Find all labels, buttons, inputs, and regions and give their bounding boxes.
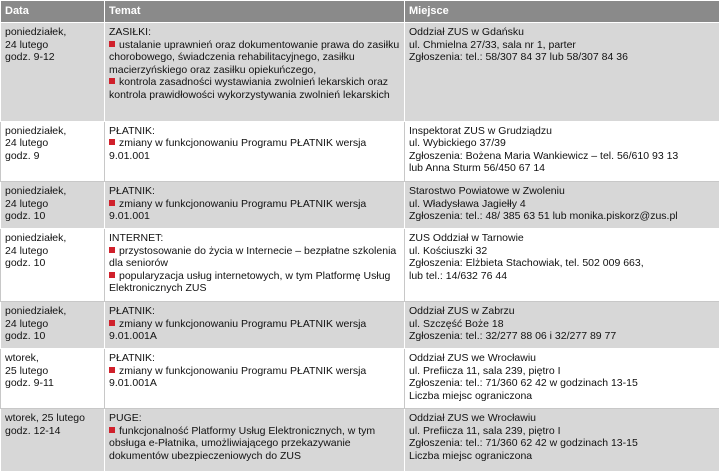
topic-bullet-line <box>109 365 400 378</box>
place-cell <box>405 121 719 181</box>
date-line: 24 lutego <box>5 197 49 210</box>
place-line: Zgłoszenia: Elżbieta Stachowiak, tel. 502 009 663, <box>409 257 644 270</box>
topic-cell <box>105 349 405 409</box>
topic-line <box>109 437 400 450</box>
date-line: godz. 10 <box>5 210 46 223</box>
header-topic: Temat <box>105 1 405 23</box>
date-line: wtorek, <box>5 352 39 365</box>
red-square-bullet-icon <box>109 200 115 206</box>
topic-cell <box>105 302 405 349</box>
topic-bullet-line <box>109 39 400 52</box>
topic-text: 9.01.001 <box>109 210 150 223</box>
place-cell <box>405 182 719 229</box>
topic-line <box>109 185 400 198</box>
topic-line <box>109 64 400 77</box>
date-cell <box>1 349 105 409</box>
topic-bullet-line <box>109 76 400 89</box>
place-line: ul. Władysława Jagiełły 4 <box>409 197 526 210</box>
date-cell <box>1 121 105 181</box>
date-cell <box>1 409 105 472</box>
topic-text: macierzyńskiego oraz zasiłku opiekuńczego, <box>109 63 317 76</box>
topic-text: zmiany w funkcjonowaniu Programu PŁATNIK wersja <box>119 317 367 330</box>
date-line: wtorek, 25 lutego <box>5 412 85 425</box>
red-square-bullet-icon <box>109 139 115 145</box>
table-header-row <box>1 1 719 23</box>
topic-line <box>109 282 400 295</box>
date-line: 25 lutego <box>5 364 49 377</box>
topic-cell <box>105 229 405 302</box>
topic-text: PŁATNIK: <box>109 124 155 137</box>
table-row <box>1 302 719 349</box>
place-line: Oddział ZUS we Wrocławiu <box>409 352 537 365</box>
date-line: 24 lutego <box>5 38 49 51</box>
red-square-bullet-icon <box>109 41 115 47</box>
place-line: Inspektorat ZUS w Grudziądzu <box>409 124 552 137</box>
topic-bullet-line <box>109 425 400 438</box>
table-row <box>1 182 719 229</box>
topic-line <box>109 125 400 138</box>
place-cell <box>405 23 719 122</box>
place-line: lub Anna Sturm 56/450 67 14 <box>409 162 546 175</box>
date-line: poniedziałek, <box>5 124 67 137</box>
date-line: godz. 12-14 <box>5 424 61 437</box>
place-line: Zgłoszenia: tel.: 71/360 62 42 w godzinach 13-15 <box>409 377 638 390</box>
topic-text: funkcjonalność Platformy Usług Elektronicznych, w tym <box>119 424 376 437</box>
place-line: Zgłoszenia: tel.: 58/307 84 37 lub 58/307 84 36 <box>409 51 628 63</box>
place-line: Oddział ZUS we Wrocławiu <box>409 412 537 425</box>
topic-text: kontrola zasadności wystawiania zwolnień lekarskich oraz <box>119 76 389 88</box>
date-line: 24 lutego <box>5 244 49 257</box>
date-line: poniedziałek, <box>5 232 67 245</box>
topic-line <box>109 26 400 39</box>
red-square-bullet-icon <box>109 320 115 326</box>
place-line: Oddział ZUS w Zabrzu <box>409 305 515 318</box>
date-line: godz. 10 <box>5 330 46 343</box>
table-row <box>1 121 719 181</box>
red-square-bullet-icon <box>109 367 115 373</box>
place-line: ul. Prefiicza 11, sala 239, piętro I <box>409 364 561 377</box>
topic-line <box>109 352 400 365</box>
date-cell <box>1 182 105 229</box>
date-line: poniedziałek, <box>5 305 67 318</box>
topic-text: zmiany w funkcjonowaniu Programu PŁATNIK wersja <box>119 197 367 210</box>
date-line: poniedziałek, <box>5 185 67 198</box>
topic-cell <box>105 409 405 472</box>
place-line: ul. Chmielna 27/33, sala nr 1, parter <box>409 38 576 51</box>
date-line: godz. 9-12 <box>5 51 55 63</box>
date-line: 24 lutego <box>5 137 49 150</box>
red-square-bullet-icon <box>109 247 115 253</box>
table-row <box>1 229 719 302</box>
place-line: ZUS Oddział w Tarnowie <box>409 232 524 245</box>
topic-text: ustalanie uprawnień oraz dokumentowanie prawa do zasiłku <box>119 38 400 51</box>
date-cell <box>1 229 105 302</box>
topic-line <box>109 305 400 318</box>
place-line: Zgłoszenia: tel.: 32/277 88 06 i 32/277 89 77 <box>409 330 617 343</box>
topic-text: dokumentów ubezpieczeniowych do ZUS <box>109 449 302 462</box>
topic-cell <box>105 23 405 122</box>
red-square-bullet-icon <box>109 272 115 278</box>
date-line: godz. 9 <box>5 149 40 162</box>
place-line: ul. Wybickiego 37/39 <box>409 137 506 150</box>
topic-line <box>109 150 400 163</box>
red-square-bullet-icon <box>109 78 115 84</box>
place-line: Liczba miejsc ograniczona <box>409 389 533 402</box>
topic-text: ZASIŁKI: <box>109 26 152 38</box>
date-line: 24 lutego <box>5 317 49 330</box>
topic-line <box>109 210 400 223</box>
place-line: Zgłoszenia: tel.: 48/ 385 63 51 lub monika.piskorz@zus.pl <box>409 210 678 223</box>
date-cell <box>1 23 105 122</box>
place-line: ul. Kościuszki 32 <box>409 244 488 257</box>
header-date: Data <box>1 1 105 23</box>
table-row <box>1 23 719 122</box>
topic-text: Elektronicznych ZUS <box>109 282 207 295</box>
topic-line <box>109 232 400 245</box>
place-cell <box>405 229 719 302</box>
topic-line <box>109 412 400 425</box>
topic-bullet-line <box>109 245 400 258</box>
header-place: Miejsce <box>405 1 719 23</box>
topic-line <box>109 330 400 343</box>
topic-bullet-line <box>109 198 400 211</box>
topic-text: kontrola prawidłowości wykorzystywania zwolnień lekarskich <box>109 88 390 101</box>
place-cell <box>405 409 719 472</box>
topic-text: popularyzacja usług internetowych, w tym Platformę Usług <box>119 269 391 282</box>
topic-line <box>109 89 400 102</box>
place-line: Liczba miejsc ograniczona <box>409 449 533 462</box>
topic-bullet-line <box>109 137 400 150</box>
topic-text: PUGE: <box>109 412 142 425</box>
topic-text: 9.01.001A <box>109 377 157 390</box>
topic-text: zmiany w funkcjonowaniu Programu PŁATNIK wersja <box>119 137 367 150</box>
topic-text: 9.01.001 <box>109 149 150 162</box>
place-line: lub tel.: 14/632 76 44 <box>409 269 508 282</box>
place-line: ul. Szczęść Boże 18 <box>409 317 504 330</box>
date-line: poniedziałek, <box>5 26 67 38</box>
topic-bullet-line <box>109 318 400 331</box>
topic-cell <box>105 121 405 181</box>
topic-text: chorobowego, świadczenia rehabilitacyjnego, zasiłku <box>109 51 355 63</box>
place-line: Oddział ZUS w Gdańsku <box>409 26 524 38</box>
date-line: godz. 10 <box>5 257 46 270</box>
place-cell <box>405 302 719 349</box>
topic-text: zmiany w funkcjonowaniu Programu PŁATNIK wersja <box>119 364 367 377</box>
topic-text: przystosowanie do życia w Internecie – bezpłatne szkolenia <box>119 244 397 257</box>
date-cell <box>1 302 105 349</box>
place-line: Starostwo Powiatowe w Zwoleniu <box>409 185 565 198</box>
topic-text: PŁATNIK: <box>109 352 155 365</box>
topic-text: INTERNET: <box>109 232 164 245</box>
topic-text: obsługa e-Płatnika, umożliwiającego przekazywanie <box>109 437 351 450</box>
topic-bullet-line <box>109 270 400 283</box>
date-line: godz. 9-11 <box>5 377 54 390</box>
topic-line <box>109 450 400 463</box>
place-line: Zgłoszenia: Bożena Maria Wankiewicz – tel. 56/610 93 13 <box>409 149 679 162</box>
topic-line <box>109 377 400 390</box>
topic-cell <box>105 182 405 229</box>
place-line: ul. Prefiicza 11, sala 239, piętro I <box>409 424 561 437</box>
topic-line <box>109 51 400 64</box>
table-row <box>1 409 719 472</box>
topic-text: 9.01.001A <box>109 330 157 343</box>
topic-text: PŁATNIK: <box>109 185 155 198</box>
table-row <box>1 349 719 409</box>
topic-line <box>109 257 400 270</box>
red-square-bullet-icon <box>109 427 115 433</box>
topic-text: dla seniorów <box>109 257 168 270</box>
place-cell <box>405 349 719 409</box>
topic-text: PŁATNIK: <box>109 305 155 318</box>
place-line: Zgłoszenia: tel.: 71/360 62 42 w godzinach 13-15 <box>409 437 638 450</box>
